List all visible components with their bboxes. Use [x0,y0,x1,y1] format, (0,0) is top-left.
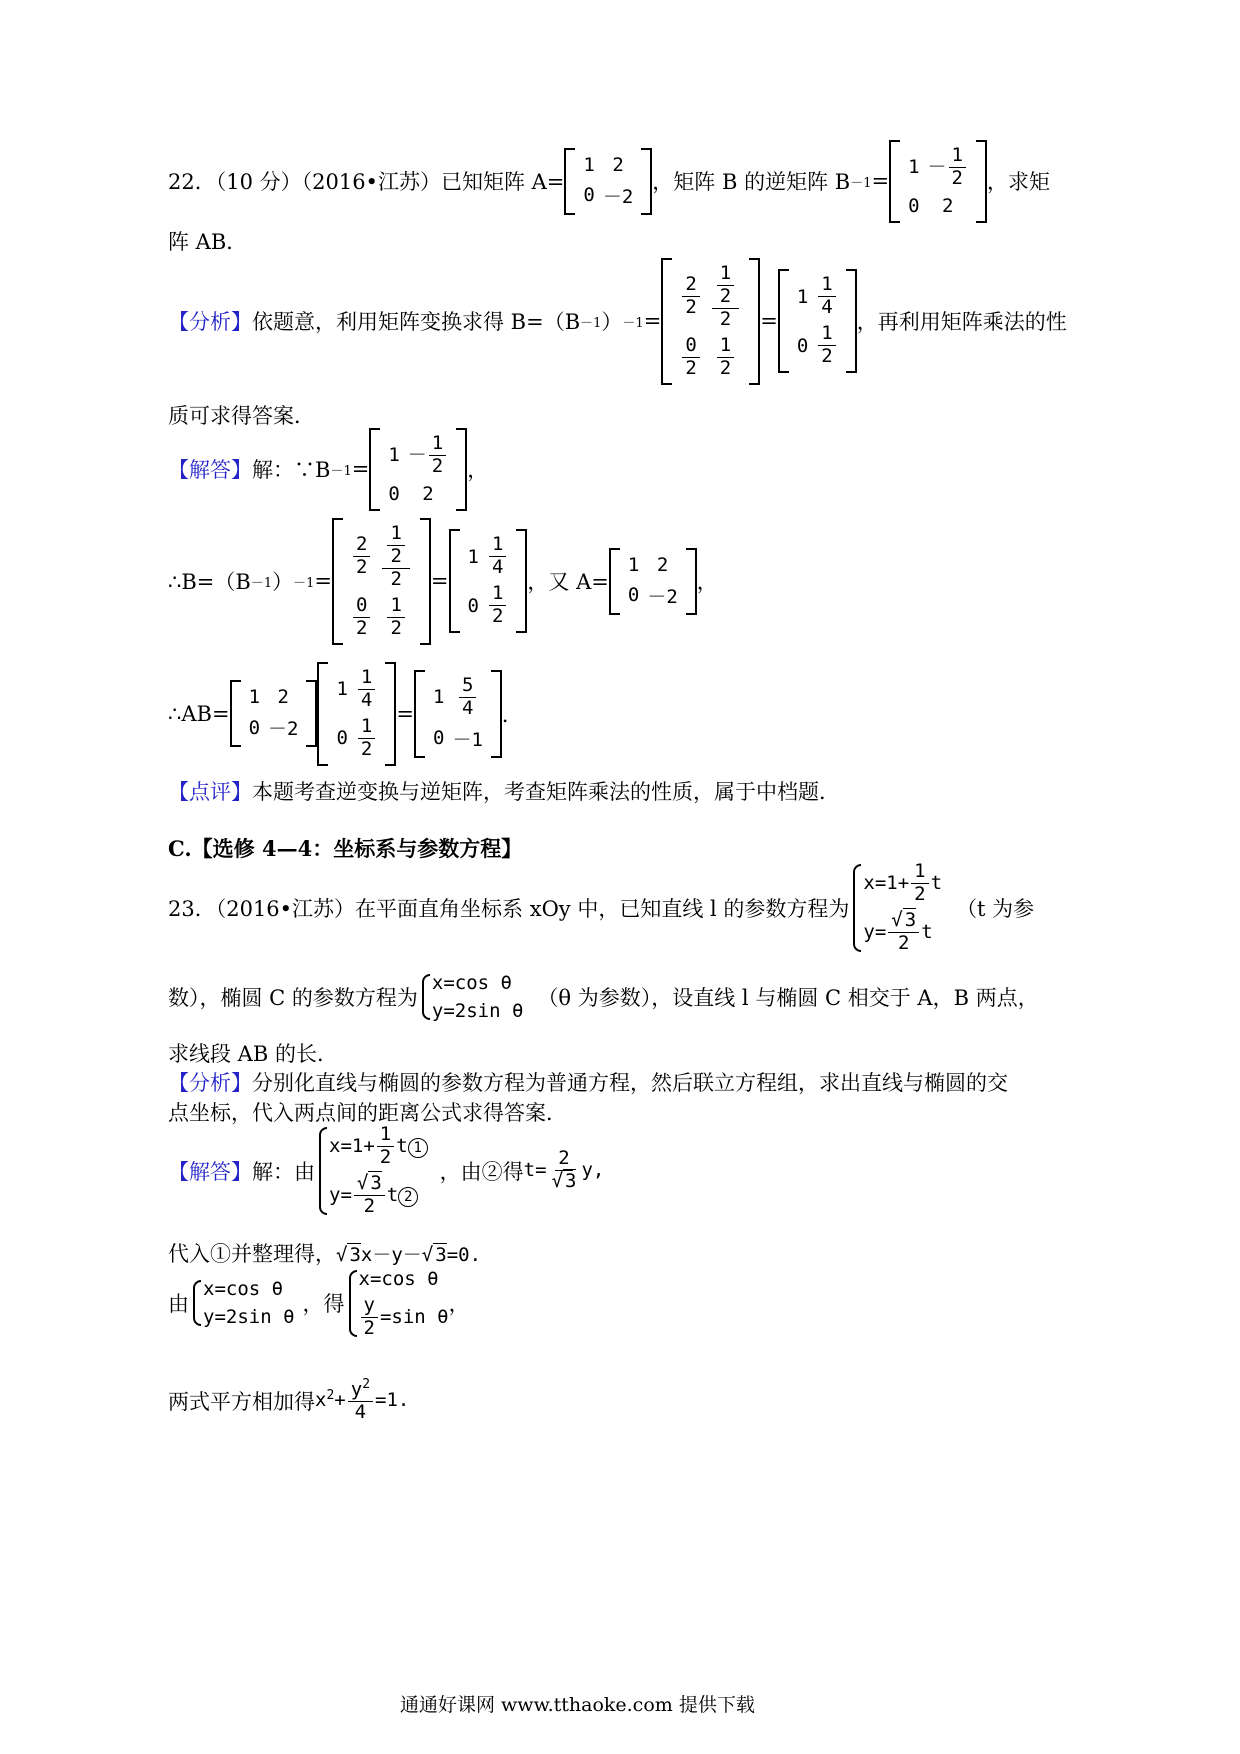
q22-analysis: 【分析】 依题意，利用矩阵变换求得 B=（B －1 ） －1 = $\frac{2}{2}$ $\frac{\frac{1}{2}}{2}$ $\frac{0}{2}$ $\frac{1}{2}$ = 1 $\frac{1}{4}$ 0 $\frac{1}{2}$ ，再利用矩阵乘法的性 [168,258,1067,385]
q22-step3: ∴AB= 1 2 0 －2 1 $\frac{1}{4}$ 0 $\frac{1}{2}$ = 1 $\frac{5}{4}$ 0 －1 ． [168,662,523,766]
q22-comment: 【点评】本题考查逆变换与逆矩阵，考查矩阵乘法的性质，属于中档题． [168,780,840,804]
ellipse-param-system: x=cos θ y=2sin θ [418,972,524,1022]
matrix-b: 1 $\frac{1}{4}$ 0 $\frac{1}{2}$ [778,269,857,373]
q22-statement: 22．（10 分）（2016•江苏）已知矩阵 A= 1 2 0 －2 ，矩阵 B 的逆矩阵 B －1 = 1 － $\frac{1}{2}$ 0 2 ，求矩 [168,140,1050,223]
q22-step2: ∴B=（B －1 ） －1 = $\frac{2}{2}$ $\frac{\frac{1}{2}}{2}$ $\frac{0}{2}$ $\frac{1}{2}$ = 1 $\frac{1}{4}$ 0 $\frac{1}{2}$ ，又 A= 1 2 0 －2 ， [168,518,718,645]
q23-statement: 23．（2016•江苏）在平面直角坐标系 xOy 中，已知直线 l 的参数方程为 x=1+ $\frac{1}{2}$ t y= $\frac{√ 3}{2}$ t （t 为参 [168,860,1035,954]
q22-analysis-line2: 质可求得答案． [168,404,315,428]
q22-solution: 【解答】 解：∵B －1 = 1 － $\frac{1}{2}$ 0 2 ， [168,428,488,511]
q23-analysis: 【分析】分别化直线与椭圆的参数方程为普通方程，然后联立方程组，求出直线与椭圆的交 [168,1071,1008,1095]
matrix-b-expanded: $\frac{2}{2}$ $\frac{\frac{1}{2}}{2}$ $\frac{0}{2}$ $\frac{1}{2}$ [661,258,760,385]
matrix-b-inverse: 1 － $\frac{1}{2}$ 0 2 [889,140,987,223]
matrix-a: 1 2 0 －2 [564,148,652,215]
page-footer: 通通好课网 www.tthaoke.com 提供下载 [400,1694,755,1716]
q23-statement-line2: 数），椭圆 C 的参数方程为 x=cos θ y=2sin θ （θ 为参数），设直线 l 与椭圆 C 相交于 A，B 两点， [168,972,1039,1022]
q23-solution: 【解答】 解：由 x=1+ $\frac{1}{2}$ t 1 y= $\frac{√ 3}{2}$ t 2 ，由②得 t= $\frac{2}{√ 3}$ y, [168,1123,605,1217]
q22-statement-line2: 阵 AB． [168,230,248,254]
matrix-ab-result: 1 $\frac{5}{4}$ 0 －1 [414,670,502,758]
q23-statement-line3: 求线段 AB 的长． [168,1042,338,1066]
section-c-heading: C.【选修 4—4：坐标系与参数方程】 [168,836,523,861]
q23-sum-step: 两式平方相加得 $x^2+$ $\frac{y^2}{4}$ =1. [168,1377,410,1424]
q23-analysis-line2: 点坐标，代入两点间的距离公式求得答案． [168,1101,567,1125]
q23-substitution: 代入①并整理得， √ 3x－y－√ 3=0. [168,1242,482,1266]
line-param-system: x=1+ $\frac{1}{2}$ t y= $\frac{√ 3}{2}$ t [849,862,942,954]
q23-ellipse-step: 由 x=cos θ y=2sin θ ，得 x=cos θ $\frac{y}{2}$ =sin θ ， [168,1268,470,1339]
